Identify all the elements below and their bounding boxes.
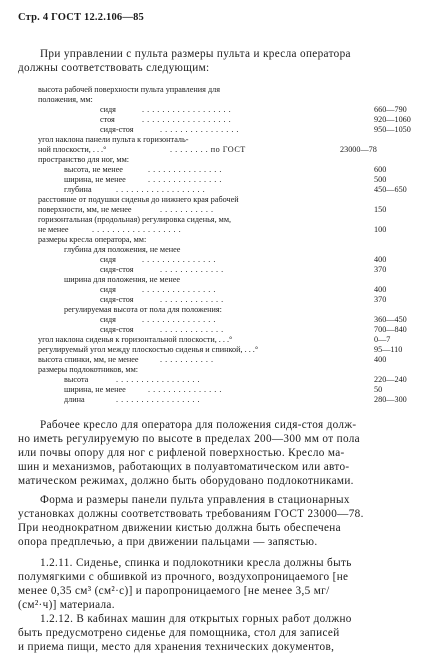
spec-label: сидя-стоя	[100, 265, 134, 274]
spec-label: высота	[64, 375, 89, 384]
spec-value: 50	[374, 385, 383, 394]
spec-row	[0, 265, 427, 275]
spec-label: угол наклона панели пульта к горизонталь-	[38, 135, 189, 144]
spec-label: не менее	[38, 225, 69, 234]
spec-label: ширина для положения, не менее	[64, 275, 180, 284]
spec-row	[0, 385, 427, 395]
spec-row	[0, 245, 427, 255]
spec-leader: . . . . . . . . . . . . .	[160, 265, 224, 274]
spec-value: 600	[374, 165, 387, 174]
spec-leader: . . . . . . . . . . . . . . . . . .	[92, 225, 182, 234]
spec-row	[0, 325, 427, 335]
spec-label: высота спинки, мм, не менее	[38, 355, 139, 364]
spec-row	[0, 175, 427, 185]
spec-row	[0, 275, 427, 285]
spec-value: 370	[374, 265, 387, 274]
spec-row	[0, 305, 427, 315]
spec-row	[0, 285, 427, 295]
spec-label: глубина для положения, не менее	[64, 245, 181, 254]
paragraph-line: 1.2.12. В кабинах машин для открытых горных работ должно	[40, 613, 352, 625]
spec-row	[0, 205, 427, 215]
paragraph-line: (см²·ч)] материала.	[18, 599, 115, 611]
spec-label: глубина	[64, 185, 92, 194]
spec-row	[0, 315, 427, 325]
spec-row	[0, 95, 427, 105]
spec-leader: . . . . . . . . . . . . .	[160, 325, 224, 334]
spec-leader: . . . . . . . . . . . . . . . . . .	[142, 115, 232, 124]
spec-label: сидя-стоя	[100, 325, 134, 334]
paragraph-line: менее 0,35 см³ (см²·с)] и паропроницаемого [не менее 3,5 мг/	[18, 585, 330, 597]
spec-value: 500	[374, 175, 387, 184]
spec-label: длина	[64, 395, 85, 404]
paragraph-line: установках должны соответствовать требованиям ГОСТ 23000—78.	[18, 508, 364, 520]
spec-value: 150	[374, 205, 387, 214]
spec-value: 95—110	[374, 345, 403, 354]
spec-leader: . . . . . . . . . . . . . . .	[142, 255, 216, 264]
spec-label: сидя-стоя	[100, 125, 134, 134]
spec-label: ширина, не менее	[64, 175, 126, 184]
spec-leader: . . . . . . . . . . . . .	[160, 295, 224, 304]
spec-label: стоя	[100, 115, 115, 124]
spec-label: регулируемая высота от пола для положения:	[64, 305, 222, 314]
intro-line-1: При управлении с пульта размеры пульта и кресла оператора	[40, 48, 351, 60]
spec-label: сидя	[100, 255, 116, 264]
paragraph-line: быть предусмотрено сиденье для помощника, стол для записей	[18, 627, 340, 639]
spec-row	[0, 155, 427, 165]
spec-label: угол наклона сиденья к горизонтальной плоскости, . . .°	[38, 335, 233, 344]
spec-value: 450—650	[374, 185, 407, 194]
spec-label: положения, мм:	[38, 95, 93, 104]
spec-label: ной плоскости, . . .°	[38, 145, 107, 154]
spec-label: горизонтальная (продольная) регулировка сиденья, мм,	[38, 215, 232, 224]
spec-label: размеры подлокотников, мм:	[38, 365, 139, 374]
paragraph-line: шин и механизмов, работающих в полуавтоматическом или авто-	[18, 461, 350, 473]
spec-leader: . . . . . . . . по ГОСТ	[170, 145, 246, 154]
paragraph-line: 1.2.11. Сиденье, спинка и подлокотники кресла должны быть	[40, 557, 352, 569]
paragraph-line: При неоднократном движении кистью должна быть обеспечена	[18, 522, 341, 534]
spec-row	[0, 225, 427, 235]
spec-row	[0, 115, 427, 125]
spec-label: ширина, не менее	[64, 385, 126, 394]
spec-value: 100	[374, 225, 387, 234]
page-header: Стр. 4 ГОСТ 12.2.106—85	[18, 12, 144, 23]
spec-value: 400	[374, 355, 387, 364]
spec-value: 950—1050	[374, 125, 411, 134]
spec-leader: . . . . . . . . . . . . . . .	[142, 315, 216, 324]
spec-row	[0, 185, 427, 195]
spec-leader: . . . . . . . . . . . . . . . . .	[116, 375, 201, 384]
spec-row	[0, 135, 427, 145]
spec-row	[0, 125, 427, 135]
spec-label: сидя	[100, 315, 116, 324]
paragraph-line: полумягкими с обшивкой из прочного, воздухопроницаемого [не	[18, 571, 349, 583]
spec-value: 280—300	[374, 395, 407, 404]
spec-label: поверхности, мм, не менее	[38, 205, 132, 214]
spec-row	[0, 195, 427, 205]
spec-row	[0, 395, 427, 405]
paragraph-line: и приема пищи, место для хранения технических документов,	[18, 641, 335, 653]
spec-label: регулируемый угол между плоскостью сиденья и спинкой, . . .°	[38, 345, 259, 354]
spec-row	[0, 295, 427, 305]
spec-leader: . . . . . . . . . . . . . . . . . .	[116, 185, 206, 194]
spec-row	[0, 365, 427, 375]
spec-value: 400	[374, 255, 387, 264]
spec-label: размеры кресла оператора, мм:	[38, 235, 147, 244]
spec-label: пространство для ног, мм:	[38, 155, 130, 164]
spec-row	[0, 335, 427, 345]
intro-line-2: должны соответствовать следующим:	[18, 62, 210, 74]
spec-leader: . . . . . . . . . . .	[160, 355, 214, 364]
spec-label: высота рабочей поверхности пульта управления для	[38, 85, 220, 94]
spec-row	[0, 215, 427, 225]
spec-leader: . . . . . . . . . . . . . . .	[142, 285, 216, 294]
spec-row	[0, 255, 427, 265]
spec-value: 370	[374, 295, 387, 304]
spec-value: 920—1060	[374, 115, 411, 124]
paragraph-line: опора предплечью, а при движении пальцами — запястью.	[18, 536, 318, 548]
spec-leader: . . . . . . . . . . .	[160, 205, 214, 214]
spec-row	[0, 345, 427, 355]
spec-label: высота, не менее	[64, 165, 123, 174]
spec-value: 700—840	[374, 325, 407, 334]
spec-value: 220—240	[374, 375, 407, 384]
paragraph-line: но иметь регулируемую по высоте в пределах 200—300 мм от пола	[18, 433, 360, 445]
spec-value: 360—450	[374, 315, 407, 324]
spec-label: сидя	[100, 105, 116, 114]
spec-row	[0, 375, 427, 385]
spec-label: сидя	[100, 285, 116, 294]
spec-leader: . . . . . . . . . . . . . . .	[148, 175, 222, 184]
paragraph-line: Рабочее кресло для оператора для положения сидя-стоя долж-	[40, 419, 357, 431]
paragraph-line: Форма и размеры панели пульта управления в стационарных	[40, 494, 350, 506]
spec-row	[0, 85, 427, 95]
spec-value: 400	[374, 285, 387, 294]
spec-label: расстояние от подушки сиденья до нижнего края рабочей	[38, 195, 239, 204]
spec-leader: . . . . . . . . . . . . . . .	[148, 165, 222, 174]
spec-row	[0, 355, 427, 365]
spec-row	[0, 105, 427, 115]
paragraph-line: матическом режимах, должно быть оборудовано подлокотниками.	[18, 475, 354, 487]
spec-leader: . . . . . . . . . . . . . . . .	[160, 125, 239, 134]
spec-row	[0, 165, 427, 175]
spec-leader: . . . . . . . . . . . . . . . . . .	[142, 105, 232, 114]
spec-row	[0, 235, 427, 245]
paragraph-line: или почвы опору для ног с рифленой поверхностью. Кресло ма-	[18, 447, 345, 459]
spec-leader: . . . . . . . . . . . . . . . . .	[116, 395, 201, 404]
spec-row	[0, 145, 427, 155]
spec-leader: . . . . . . . . . . . . . . .	[148, 385, 222, 394]
spec-value: 660—790	[374, 105, 407, 114]
spec-label: сидя-стоя	[100, 295, 134, 304]
spec-value: 0—7	[374, 335, 391, 344]
spec-value: 23000—78	[340, 145, 377, 154]
